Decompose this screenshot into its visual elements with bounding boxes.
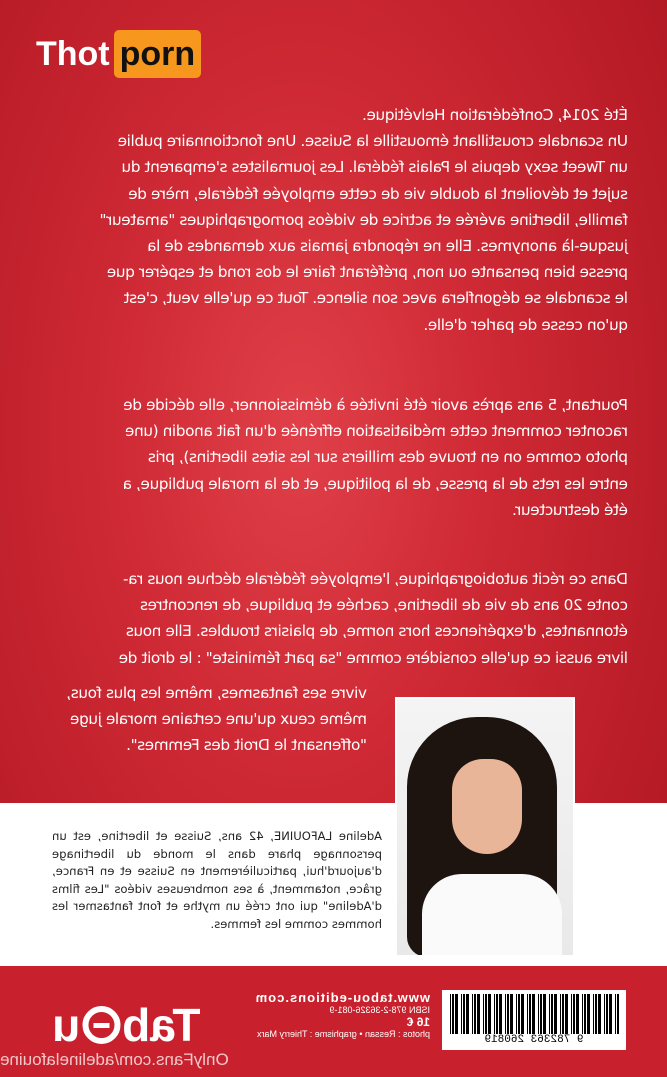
text-line: Un scandale croustillant émoustille la Suisse. Une fonctionnaire publie [118, 132, 628, 151]
isbn: ISBN 978-2-36326-081-9 [329, 1005, 430, 1015]
paragraph-intro [42, 102, 628, 338]
price: 16 € [406, 1015, 430, 1029]
author-bio: Adeline LAFOUINE, 42 ans, Suisse et libertine, est un personnage phare dans le monde du libertinage d'aujourd'hui, particulièrement en Suisse et en France, grâce, notamment, à ses nombreuses vidéos "Les films d'Adeline" qui ont créé un mythe et font fantasmer les hommes comme les femmes. [52, 829, 382, 931]
text-line: sujet et dévoilent la double vie de cette employée fédérale, mère de [128, 184, 628, 203]
paragraph-second [42, 392, 628, 523]
publisher-url[interactable]: www.tabou-editions.com [254, 990, 430, 1005]
text-line: raconter comment cette médiatisation effrénée d'un fait anodin (une [125, 422, 628, 441]
site-logo[interactable] [36, 30, 201, 78]
text-line: été destructeur. [512, 500, 628, 519]
barcode-number: 9 782363 260819 [484, 1034, 584, 1046]
text-line: presse bien pensante ou non, préférant faire le dos rond et espérer que [107, 263, 628, 282]
watermark: OnlyFans.com/adelinelafouine [0, 1050, 229, 1069]
publication-info [210, 990, 430, 1039]
publisher-name-left: Tab [122, 999, 201, 1051]
text-line: photo comme on en trouve des milliers sur les sites libertins), pris [148, 448, 628, 467]
logo-part1: Thot [36, 34, 110, 73]
text-line: Pourtant, 5 ans après avoir été invitée à démissionner, elle décide de [123, 396, 628, 414]
credits: photos : Ressan • graphisme : Thierry Marx [256, 1029, 430, 1039]
barcode [442, 990, 626, 1050]
text-line: entre les rets de la presse, de la politique, et de la morale publique, a [123, 474, 628, 493]
photo-shirt [422, 874, 562, 957]
author-photo [395, 697, 575, 957]
text-line: vivre ses fantasmes, même les plus fous, [66, 684, 367, 702]
text-line: étonnantes, d'expériences hors norme, de plaisirs troubles. Elle nous [126, 622, 628, 641]
text-line: qu'on cesse de parler d'elle. [423, 315, 628, 334]
text-line: même ceux qu'une certaine morale juge [70, 710, 367, 729]
text-line: un Tweet sexy depuis le Palais fédéral. Les journalistes s'emparent du [121, 158, 628, 177]
text-line: jusque-là anonymes. Elle ne répondra jamais aux demandes de la [147, 237, 628, 256]
paragraph-third-continued [42, 680, 367, 759]
text-line: conte 20 ans de vie de libertine, cachée et publique, de rencontres [140, 596, 628, 615]
barcode-bars [449, 994, 619, 1034]
photo-face [452, 759, 522, 854]
publisher-name-right: u [52, 999, 81, 1051]
publisher-logo [52, 998, 200, 1052]
publisher-logo-mark [82, 1006, 120, 1044]
paragraph-third [42, 566, 628, 671]
text-line: "offensant le Droit des Femmes". [126, 736, 367, 755]
text-line: Été 2014, Confédération Helvétique. [362, 106, 628, 124]
text-line: le scandale se dégonflera avec son silence. Tout ce qu'elle veut, c'est [123, 289, 628, 308]
text-line: Dans ce récit autobiographique, l'employée fédérale déchue nous ra- [123, 570, 628, 588]
logo-part2: porn [114, 30, 202, 78]
text-line: famille, libertine avérée et actrice de vidéos pornographiques "amateur" [99, 210, 628, 229]
text-line: livre aussi ce qu'elle considère comme "sa part féministe" : le droit de [119, 648, 628, 667]
